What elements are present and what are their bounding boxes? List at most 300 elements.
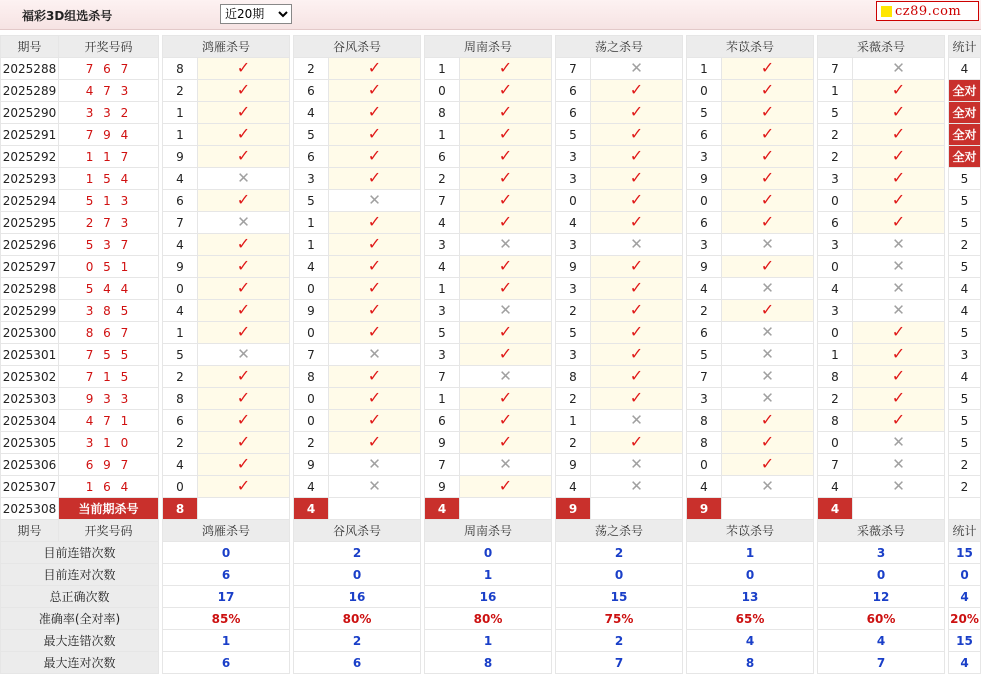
kill-number-cell: 0 [818, 190, 853, 212]
check-icon: ✓ [367, 102, 382, 121]
table-row [1, 322, 981, 344]
cross-icon: ✕ [630, 477, 643, 495]
kill-number-cell: 4 [294, 476, 329, 498]
check-icon: ✓ [760, 168, 775, 187]
cross-icon: ✕ [892, 477, 905, 495]
summary-value: 80% [425, 608, 552, 630]
stat-cell: 全对 [949, 146, 981, 168]
kill-number-cell: 6 [556, 80, 591, 102]
result-cell [329, 212, 421, 234]
result-cell [853, 58, 945, 80]
winning-number-cell: 5 3 7 [59, 234, 159, 256]
summary-value: 2 [294, 542, 421, 564]
check-icon: ✓ [498, 344, 513, 363]
period-cell: 2025303 [1, 388, 59, 410]
page-title: 福彩3D组选杀号 [22, 9, 113, 23]
cross-icon: ✕ [761, 367, 774, 385]
winning-number-cell: 4 7 1 [59, 410, 159, 432]
check-icon: ✓ [760, 256, 775, 275]
cross-icon: ✕ [630, 411, 643, 429]
kill-number-cell: 5 [687, 102, 722, 124]
check-icon: ✓ [498, 256, 513, 275]
winning-number-cell: 3 1 0 [59, 432, 159, 454]
kill-number-cell: 2 [163, 366, 198, 388]
header-predictor: 荡之杀号 [556, 36, 683, 58]
kill-number-cell: 3 [818, 234, 853, 256]
kill-number-cell: 1 [163, 322, 198, 344]
check-icon: ✓ [498, 124, 513, 143]
cross-icon: ✕ [368, 191, 381, 209]
header-predictor: 芣苡杀号 [687, 36, 814, 58]
current-blank-cell [329, 498, 421, 520]
stat-cell: 全对 [949, 80, 981, 102]
period-range-select[interactable] [220, 4, 292, 24]
kill-number-cell: 2 [818, 388, 853, 410]
result-cell [198, 80, 290, 102]
result-cell [853, 190, 945, 212]
cross-icon: ✕ [761, 235, 774, 253]
kill-number-cell: 0 [294, 410, 329, 432]
current-stat-cell [949, 498, 981, 520]
kill-number-cell: 8 [818, 410, 853, 432]
result-cell [722, 124, 814, 146]
summary-label: 目前连对次数 [1, 564, 159, 586]
check-icon: ✓ [367, 432, 382, 451]
kill-number-cell: 3 [425, 344, 460, 366]
table-row [1, 432, 981, 454]
result-cell [329, 234, 421, 256]
cross-icon: ✕ [368, 477, 381, 495]
summary-value: 15 [556, 586, 683, 608]
kill-number-cell: 1 [425, 388, 460, 410]
summary-stat-value: 4 [949, 652, 981, 674]
kill-number-cell: 9 [163, 256, 198, 278]
header-predictor: 芣苡杀号 [687, 520, 814, 542]
header-winning-number: 开奖号码 [59, 36, 159, 58]
period-cell: 2025294 [1, 190, 59, 212]
result-cell [460, 124, 552, 146]
header-predictor: 荡之杀号 [556, 520, 683, 542]
kill-number-cell: 7 [294, 344, 329, 366]
check-icon: ✓ [629, 124, 644, 143]
kill-number-cell: 2 [687, 300, 722, 322]
check-icon: ✓ [498, 58, 513, 77]
result-cell [722, 168, 814, 190]
kill-number-cell: 8 [818, 366, 853, 388]
kill-number-cell: 3 [687, 234, 722, 256]
site-logo[interactable] [876, 1, 979, 21]
stat-cell: 5 [949, 322, 981, 344]
summary-label: 目前连错次数 [1, 542, 159, 564]
header-predictor: 鸿雁杀号 [163, 520, 290, 542]
result-cell [722, 300, 814, 322]
cross-icon: ✕ [761, 345, 774, 363]
table-row [1, 476, 981, 498]
result-cell [853, 234, 945, 256]
cross-icon: ✕ [892, 455, 905, 473]
table-row [1, 80, 981, 102]
result-cell [329, 256, 421, 278]
check-icon: ✓ [891, 124, 906, 143]
result-cell [460, 410, 552, 432]
kill-number-cell: 9 [294, 300, 329, 322]
summary-row [1, 564, 981, 586]
stat-cell: 5 [949, 190, 981, 212]
check-icon: ✓ [629, 80, 644, 99]
result-cell [722, 102, 814, 124]
stat-cell: 4 [949, 278, 981, 300]
kill-number-cell: 9 [425, 432, 460, 454]
result-cell [722, 234, 814, 256]
stat-cell: 5 [949, 256, 981, 278]
check-icon: ✓ [367, 388, 382, 407]
result-cell [853, 432, 945, 454]
check-icon: ✓ [498, 278, 513, 297]
result-cell [853, 278, 945, 300]
summary-value: 4 [818, 630, 945, 652]
table-header-row [1, 36, 981, 58]
kill-number-cell: 3 [556, 278, 591, 300]
cross-icon: ✕ [499, 455, 512, 473]
result-cell [329, 58, 421, 80]
kill-number-cell: 9 [294, 454, 329, 476]
summary-value: 0 [818, 564, 945, 586]
result-cell [460, 388, 552, 410]
summary-value: 17 [163, 586, 290, 608]
table-row [1, 344, 981, 366]
current-blank-cell [198, 498, 290, 520]
check-icon: ✓ [498, 410, 513, 429]
winning-number-cell: 7 9 4 [59, 124, 159, 146]
cross-icon: ✕ [892, 433, 905, 451]
result-cell [329, 476, 421, 498]
kill-number-cell: 6 [163, 410, 198, 432]
summary-value: 65% [687, 608, 814, 630]
result-cell [591, 256, 683, 278]
result-cell [460, 454, 552, 476]
result-cell [198, 168, 290, 190]
kill-number-cell: 6 [687, 322, 722, 344]
result-cell [853, 146, 945, 168]
kill-number-cell: 2 [556, 432, 591, 454]
check-icon: ✓ [236, 256, 251, 275]
winning-number-cell: 0 5 1 [59, 256, 159, 278]
result-cell [329, 146, 421, 168]
summary-row [1, 586, 981, 608]
summary-label: 最大连对次数 [1, 652, 159, 674]
check-icon: ✓ [367, 366, 382, 385]
kill-number-cell: 5 [294, 190, 329, 212]
kill-number-cell: 9 [687, 168, 722, 190]
kill-number-cell: 6 [163, 190, 198, 212]
check-icon: ✓ [236, 388, 251, 407]
kill-number-cell: 4 [163, 300, 198, 322]
result-cell [591, 212, 683, 234]
check-icon: ✓ [891, 344, 906, 363]
winning-number-cell: 5 1 3 [59, 190, 159, 212]
result-cell [329, 454, 421, 476]
table-row [1, 212, 981, 234]
cross-icon: ✕ [761, 477, 774, 495]
summary-value: 6 [294, 652, 421, 674]
summary-value: 85% [163, 608, 290, 630]
current-kill-number: 8 [163, 498, 198, 520]
cross-icon: ✕ [499, 235, 512, 253]
summary-value: 2 [556, 630, 683, 652]
kill-number-cell: 1 [163, 102, 198, 124]
check-icon: ✓ [629, 168, 644, 187]
stat-cell: 2 [949, 476, 981, 498]
check-icon: ✓ [236, 190, 251, 209]
kill-number-cell: 8 [687, 432, 722, 454]
check-icon: ✓ [760, 146, 775, 165]
summary-value: 3 [818, 542, 945, 564]
kill-number-cell: 6 [425, 410, 460, 432]
summary-value: 8 [687, 652, 814, 674]
summary-row [1, 652, 981, 674]
kill-number-cell: 9 [556, 454, 591, 476]
check-icon: ✓ [236, 322, 251, 341]
kill-number-cell: 0 [163, 278, 198, 300]
check-icon: ✓ [629, 366, 644, 385]
kill-number-cell: 4 [687, 278, 722, 300]
kill-number-cell: 1 [294, 234, 329, 256]
kill-number-cell: 7 [556, 58, 591, 80]
check-icon: ✓ [760, 300, 775, 319]
summary-row [1, 608, 981, 630]
period-cell: 2025304 [1, 410, 59, 432]
result-cell [853, 476, 945, 498]
result-cell [198, 102, 290, 124]
check-icon: ✓ [367, 80, 382, 99]
result-cell [198, 476, 290, 498]
cross-icon: ✕ [368, 455, 381, 473]
summary-value: 12 [818, 586, 945, 608]
result-cell [198, 388, 290, 410]
current-blank-cell [853, 498, 945, 520]
summary-value: 0 [163, 542, 290, 564]
summary-stat-value: 15 [949, 630, 981, 652]
summary-label: 总正确次数 [1, 586, 159, 608]
kill-number-cell: 0 [425, 80, 460, 102]
kill-number-cell: 2 [556, 300, 591, 322]
summary-value: 1 [425, 630, 552, 652]
header-stat: 统计 [949, 36, 981, 58]
summary-value: 0 [425, 542, 552, 564]
result-cell [722, 432, 814, 454]
kill-number-cell: 1 [163, 124, 198, 146]
summary-value: 7 [556, 652, 683, 674]
result-cell [329, 124, 421, 146]
check-icon: ✓ [367, 300, 382, 319]
header-winning-number: 开奖号码 [59, 520, 159, 542]
kill-number-cell: 7 [818, 58, 853, 80]
check-icon: ✓ [367, 146, 382, 165]
table-row [1, 102, 981, 124]
winning-number-cell: 6 9 7 [59, 454, 159, 476]
header-predictor: 鸿雁杀号 [163, 36, 290, 58]
kill-number-cell: 2 [818, 124, 853, 146]
result-cell [591, 454, 683, 476]
kill-number-cell: 0 [687, 80, 722, 102]
stat-cell: 2 [949, 454, 981, 476]
summary-row [1, 630, 981, 652]
header-predictor: 采薇杀号 [818, 520, 945, 542]
check-icon: ✓ [891, 322, 906, 341]
period-cell: 2025297 [1, 256, 59, 278]
header-stat: 统计 [949, 520, 981, 542]
check-icon: ✓ [236, 234, 251, 253]
check-icon: ✓ [236, 366, 251, 385]
result-cell [722, 212, 814, 234]
result-cell [853, 322, 945, 344]
result-cell [853, 168, 945, 190]
kill-number-cell: 7 [818, 454, 853, 476]
check-icon: ✓ [498, 102, 513, 121]
check-icon: ✓ [367, 256, 382, 275]
check-icon: ✓ [891, 212, 906, 231]
cross-icon: ✕ [630, 455, 643, 473]
summary-value: 16 [294, 586, 421, 608]
cross-icon: ✕ [761, 279, 774, 297]
result-cell [198, 300, 290, 322]
stat-cell: 4 [949, 366, 981, 388]
result-cell [460, 366, 552, 388]
check-icon: ✓ [236, 410, 251, 429]
result-cell [853, 300, 945, 322]
period-cell: 2025289 [1, 80, 59, 102]
result-cell [198, 366, 290, 388]
summary-value: 60% [818, 608, 945, 630]
table-row [1, 168, 981, 190]
check-icon: ✓ [891, 366, 906, 385]
kill-number-cell: 5 [163, 344, 198, 366]
stat-cell: 5 [949, 388, 981, 410]
result-cell [722, 146, 814, 168]
summary-value: 4 [687, 630, 814, 652]
kill-number-cell: 5 [556, 322, 591, 344]
result-cell [853, 454, 945, 476]
logo-square-icon [881, 6, 892, 17]
period-cell: 2025295 [1, 212, 59, 234]
result-cell [460, 168, 552, 190]
kill-number-table [0, 35, 981, 674]
header-predictor: 采薇杀号 [818, 36, 945, 58]
cross-icon: ✕ [761, 323, 774, 341]
kill-number-cell: 7 [687, 366, 722, 388]
kill-number-cell: 4 [687, 476, 722, 498]
summary-value: 80% [294, 608, 421, 630]
check-icon: ✓ [236, 454, 251, 473]
result-cell [329, 300, 421, 322]
current-period-row [1, 498, 981, 520]
kill-number-cell: 0 [818, 432, 853, 454]
kill-number-cell: 0 [294, 388, 329, 410]
cross-icon: ✕ [499, 367, 512, 385]
result-cell [591, 476, 683, 498]
summary-value: 1 [425, 564, 552, 586]
result-cell [460, 212, 552, 234]
result-cell [853, 388, 945, 410]
kill-number-cell: 2 [425, 168, 460, 190]
check-icon: ✓ [760, 80, 775, 99]
result-cell [722, 388, 814, 410]
stat-cell: 5 [949, 432, 981, 454]
kill-number-cell: 2 [163, 432, 198, 454]
kill-number-cell: 3 [556, 234, 591, 256]
kill-number-cell: 5 [425, 322, 460, 344]
kill-number-cell: 8 [425, 102, 460, 124]
current-kill-number: 4 [294, 498, 329, 520]
result-cell [460, 476, 552, 498]
result-cell [722, 344, 814, 366]
summary-stat-value: 0 [949, 564, 981, 586]
result-cell [460, 146, 552, 168]
check-icon: ✓ [367, 124, 382, 143]
check-icon: ✓ [760, 454, 775, 473]
result-cell [460, 432, 552, 454]
check-icon: ✓ [236, 278, 251, 297]
summary-value: 7 [818, 652, 945, 674]
current-kill-number: 9 [687, 498, 722, 520]
result-cell [329, 168, 421, 190]
result-cell [198, 58, 290, 80]
check-icon: ✓ [498, 432, 513, 451]
kill-number-cell: 1 [425, 124, 460, 146]
current-period-cell: 2025308 [1, 498, 59, 520]
result-cell [591, 410, 683, 432]
period-cell: 2025299 [1, 300, 59, 322]
kill-number-cell: 4 [163, 168, 198, 190]
period-cell: 2025305 [1, 432, 59, 454]
period-cell: 2025300 [1, 322, 59, 344]
check-icon: ✓ [498, 146, 513, 165]
result-cell [722, 476, 814, 498]
kill-number-cell: 1 [425, 58, 460, 80]
period-cell: 2025288 [1, 58, 59, 80]
result-cell [198, 234, 290, 256]
table-row [1, 234, 981, 256]
check-icon: ✓ [629, 256, 644, 275]
kill-number-cell: 6 [425, 146, 460, 168]
check-icon: ✓ [629, 300, 644, 319]
kill-number-cell: 0 [163, 476, 198, 498]
cross-icon: ✕ [761, 389, 774, 407]
check-icon: ✓ [760, 58, 775, 77]
kill-number-cell: 1 [425, 278, 460, 300]
result-cell [853, 212, 945, 234]
result-cell [198, 146, 290, 168]
check-icon: ✓ [629, 190, 644, 209]
winning-number-cell: 8 6 7 [59, 322, 159, 344]
result-cell [460, 256, 552, 278]
result-cell [460, 300, 552, 322]
result-cell [591, 388, 683, 410]
kill-number-cell: 4 [294, 102, 329, 124]
winning-number-cell: 9 3 3 [59, 388, 159, 410]
stat-cell: 全对 [949, 102, 981, 124]
table-row [1, 278, 981, 300]
summary-value: 75% [556, 608, 683, 630]
header-predictor: 谷风杀号 [294, 36, 421, 58]
kill-number-cell: 9 [556, 256, 591, 278]
cross-icon: ✕ [237, 345, 250, 363]
check-icon: ✓ [760, 190, 775, 209]
current-blank-cell [460, 498, 552, 520]
check-icon: ✓ [236, 146, 251, 165]
table-row [1, 454, 981, 476]
top-bar [0, 0, 981, 30]
